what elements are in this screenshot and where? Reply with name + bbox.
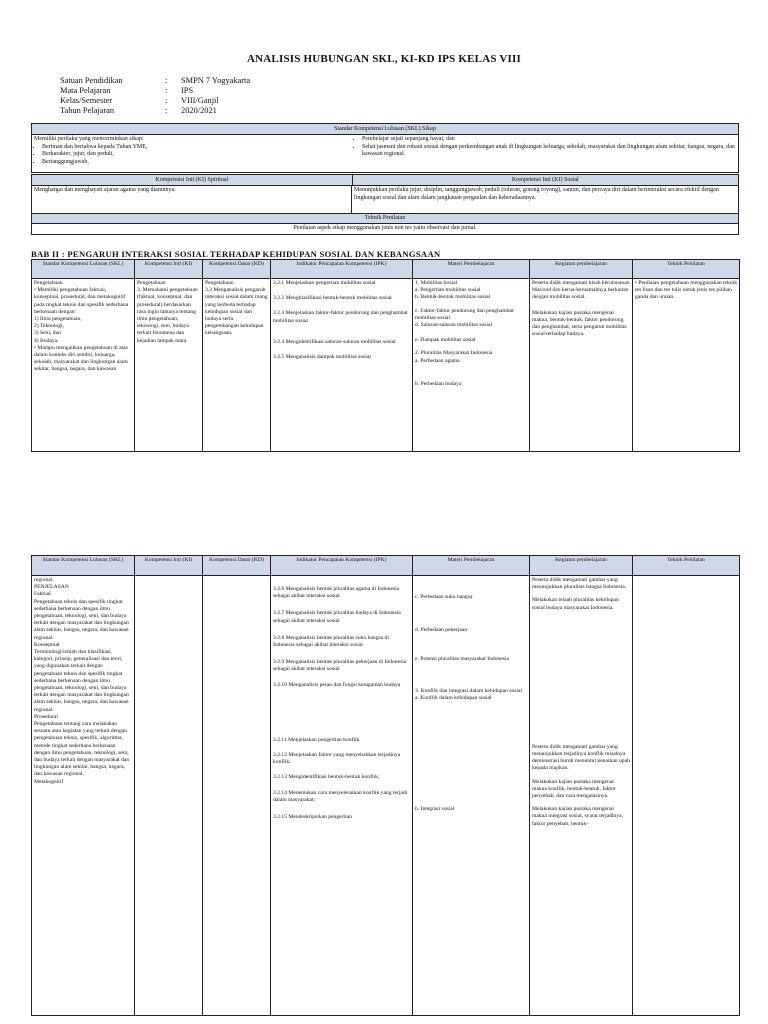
text-line: Terminologi/istilah dan klasifikasi, kategori, prinsip, generalisasi dan teori, yang digunakan terkait dengan pengetahuan teknis dan spesifik tingkat sederhana berkenaan dengan ilmu pengetahuan, teknologi, seni, dan budaya terkait dengan masyarakat dan lingkungan alam sekitar, bangsa, negara, dan kawasan regional. (34, 649, 129, 713)
text-line: regional. (34, 577, 54, 583)
ki-cell (135, 576, 203, 1016)
col-header: Kompetensi Dasar (KD) (203, 260, 271, 279)
kd-cell (203, 576, 271, 1016)
kegiatan-cell (530, 576, 633, 1016)
page-title: ANALISIS HUBUNGAN SKL, KI-KD IPS KELAS VIII (247, 53, 521, 65)
text-line: c. Faktor-faktor pendorong dan penghambat mobilitas sosial (415, 307, 514, 321)
text-line: Peserta didik mengamati gambar yang menunjukkan pluralitas bangsa Indonesia. (532, 577, 627, 591)
text-line: Melakukan kajian pustaka mengenai makna konflik, bentuk-bentuk, faktor penyebab, dan cara mengatasinya. (532, 778, 616, 800)
text-line: 3. Memahami pengetahuan (faktual, konseptual, dan prosedural) berdasarkan rasa ingin tahunya tentang ilmu pengetahuan, teknologi, seni, budaya terkait fenomena dan kejadian tampak mata. (137, 287, 198, 344)
materi-cell (413, 576, 530, 1016)
text-line: c. Perbedaan suku bangsa (415, 594, 473, 600)
col-header: Teknik Penilaian (633, 556, 740, 576)
skl-sikap-right (352, 135, 738, 167)
analysis-table-2 (31, 555, 740, 1016)
ki-box (31, 174, 739, 235)
meta-value: SMPN 7 Yogyakarta (181, 76, 251, 85)
meta-key: Kelas/Semester (60, 96, 113, 105)
text-line: 3.2.8 Menganalisis bentuk pluralitas suku bangsa di Indonesia sebagai akibat interaksi sosial (273, 634, 389, 649)
text-line: Peserta didik mengamati kisah keruhusesan Mas'ood dan kerua-keruamahnya berkaitan dengan mobilitas sosial. (532, 280, 630, 301)
text-line: d. Perbedaan pekerjaan (415, 627, 468, 634)
text-line: Melakukan kajian pustaka mengenai makna, bentuk-bentuk, faktor pendorong dan penghambat, serta pengaruh mobilitas sosial terhadap budaya. (532, 309, 627, 338)
meta-colon: : (165, 86, 168, 95)
col-header: Kompetensi Inti (KI) (135, 556, 203, 576)
text-line: • Mampu mengaitkan pengetahuan di atas dalam konteks diri sendiri, keluarga, sekolah, masyarakat dan lingkungan alam sekitar, bangsa, negara, dan kawasan (34, 344, 128, 373)
text-line: 2) Teknologi, (34, 323, 64, 330)
meta-colon: : (165, 96, 168, 105)
text-line: • Memiliki pengetahuan faktual, konseptual, prosedural, dan metakognitif pada tingkat teknis dan spesifik sederhana berkenaan dengan: (34, 287, 129, 315)
text-line: 2. Pluralitas Masyarakat Indonesia (415, 350, 493, 357)
meta-value: IPS (181, 86, 194, 95)
ipk-cell (271, 279, 413, 452)
col-header: Teknik Penilaian (633, 260, 740, 279)
skl-sikap-intro: Memiliki perilaku yang mencerminkan sikap: (34, 136, 144, 142)
col-header: Kegiatan pembelajaran (530, 556, 633, 576)
text-line: 4) Budaya. (34, 337, 59, 344)
col-header: Kompetensi Inti (KI) (135, 260, 203, 279)
col-header: Standar Kompetensi Lulusan (SKL) (32, 556, 135, 576)
text-line: Faktual (34, 591, 51, 598)
text-line: • Penilaian pengetahuan menggunakan teknik tes lisan dan tes tulis untuk jenis tes pilihan ganda dan uraian. (635, 280, 737, 301)
col-header: Standar Kompetensi Lulusan (SKL) (32, 260, 135, 279)
text-line: 3.2.15 Mendeskripsikan pengertian (273, 814, 352, 821)
skl-sikap-header: Standar Kompetensi Lulusan (SKL) Sikap (32, 124, 738, 135)
col-header: Materi Pembelajaran (413, 556, 530, 576)
skl-sikap-item: • Sehat jasmani dan rohani sesuai dengan perkembangan anak di lingkungan keluarga, sekolah, masyarakat dan lingkungan alam sekitar, bangsa, negara, dan kawasan regional. (362, 144, 736, 159)
skl-sikap-item: • Beriman dan bertakwa kepada Tuhan YME, (42, 144, 350, 152)
ipk-cell (271, 576, 413, 1016)
skl-sikap-item: • Berkarakter, jujur, dan peduli, (42, 151, 350, 159)
text-line: 3.2.1 Menjelaskan pengertian mobilitas sosial (273, 280, 376, 286)
text-line: 3.2.11 Menjelaskan pengertian konflik (273, 736, 360, 743)
text-line: Melakukan kajian pustaka mengenai makna integrasi sosial, syarat terjadinya, faktor penyebab, bentuk- (532, 806, 624, 827)
text-line: a. Pengertian mobilitas sosial (415, 287, 481, 294)
text-line: 3.2.12 Menjelaskan faktor yang menyebabkan terjadinya konflik; (273, 752, 401, 766)
meta-value: 2020/2021 (181, 106, 217, 115)
text-line: Melakukan telaah pluralitas kehidupan sosial budaya masyarakat Indonesia. (532, 597, 619, 611)
teknik-cell (633, 279, 740, 452)
text-line: b. Integrasi sosial (415, 806, 455, 813)
meta-row (60, 106, 250, 116)
teknik-penilaian-text: Penilaian aspek sikap menggunakan jenis non tes yaitu observasi dan jurnal. (293, 225, 477, 231)
skl-sikap-box (31, 123, 739, 173)
ki-spiritual-header: Kompetensi Inti (KI) Spiritual (32, 175, 353, 185)
skl-sikap-left (32, 135, 352, 167)
text-line: 3.2.10 Menganalisis peran dan fungsi keragaman budaya (273, 681, 401, 688)
meta-row (60, 76, 250, 86)
text-line: e. Dampak mobilitas sosial (415, 337, 476, 344)
text-line: 3.2.14 Menemukan cara menyelesaikan konflik yang terjadi dalam masyarakat; (273, 789, 408, 803)
text-line: a. Perbedaan agama (415, 357, 460, 364)
chapter-heading: BAB II : PENGARUH INTERAKSI SOSIAL TERHADAP KEHIDUPAN SOSIAL DAN KEBANGSAAN (31, 249, 441, 259)
text-line: e. Potensi pluralitas masyarakat Indonesia (415, 656, 509, 663)
text-line: 3.2.7 Menganalisis bentuk pluralitas budaya di Indonesia sebagai akibat interaksi sosial (273, 610, 401, 624)
teknik-cell (633, 576, 740, 1016)
identity-block (60, 76, 250, 116)
meta-row (60, 96, 250, 106)
text-line: d. Saluran-saluran mobilitas sosial (415, 322, 493, 329)
ki-sosial-header: Kompetensi Inti (KI) Sosial (353, 175, 738, 185)
text-line: 3.2.9 Menganalisis bentuk pluralitas pekerjaan di Indonesia sebagai akibat interaksi sosial (273, 659, 407, 673)
text-line: 3) Seni, dan (34, 330, 61, 337)
meta-value: VIII/Ganjil (181, 96, 219, 105)
text-line: a. Konflik dalam kehidupan sosial (415, 694, 492, 701)
text-line: 1) Ilmu pengetahuan, (34, 316, 82, 323)
col-header: Kegiatan pembelajaran (530, 260, 633, 279)
text-line: 3. Konflik dan integrasi dalam kehidupan sosial (415, 687, 523, 694)
meta-colon: : (165, 106, 168, 115)
col-header: Materi Pembelajaran (413, 260, 530, 279)
col-header: Kompetensi Dasar (KD) (203, 556, 271, 576)
text-line: PENJELASAN (34, 584, 69, 591)
text-line: Pengetahuan teknis dan spesifik tingkat sederhana berkenaan dengan ilmu pengetahuan, teknologi, seni, dan budaya terkait dengan masyarakat dan lingkungan alam sekitar, bangsa, negara, dan kawasan regional. (34, 598, 129, 641)
text-line: Pengetahuan (34, 280, 63, 286)
teknik-penilaian-header: Teknik Penilaian (32, 214, 738, 224)
text-line: 3.2.4 Mengidentifikasi saluran-saluran mobilitas sosial (273, 338, 396, 345)
ki-spiritual-text: Menghargai dan menghayati ajaran agama yang dianutnya. (32, 186, 352, 213)
text-line: Metakognitif (34, 778, 64, 785)
skl-sikap-item: • Pembelajar sejati sepanjang hayat, dan (362, 136, 736, 144)
meta-colon: : (165, 76, 168, 85)
text-line: 3.2.5 Menganalisis dampak mobilitas sosial (273, 354, 371, 361)
analysis-table-1 (31, 259, 740, 452)
skl-cell (32, 576, 135, 1016)
skl-sikap-item: • Bertanggungjawab, (42, 159, 350, 167)
text-line: Pengetahuan tentang cara melakukan sesuatu atau kegiatan yang terkait dengan pengetahuan teknis, spesifik, algoritma, metode tingkat sederhana berkenaan dengan ilmu pengetahuan, teknologi, seni, dan budaya terkait dengan masyarakat dan lingkungan alam sekitar, bangsa, negara, dan kawasan regional. (34, 721, 130, 778)
meta-key: Satuan Pendidikan (60, 76, 123, 85)
ki-cell (135, 279, 203, 452)
kegiatan-cell (530, 279, 633, 452)
text-line: 3.2 Menganalisis pengaruh interaksi sosial dalam ruang yang berbeda terhadap kehidupan sosial dan budaya serta pengembangan kehidupan kebangsaan. (205, 287, 268, 337)
col-header: Indikator Pencapaian Kompetensi (IPK) (271, 556, 413, 576)
text-line: 3.2.13 Mengidentifikasi bentuk-bentuk konflik; (273, 774, 380, 781)
text-line: b. Bentuk-bentuk mobilitas sosial (415, 294, 491, 301)
text-line: Konseptual (34, 641, 60, 648)
text-line: Peserta didik mengamati gambar yang menunjukkan terjadinya konflik misalnya demonstrasi buruh menuntut kenaikan upah kepada majikan. (532, 743, 630, 772)
meta-row (60, 86, 250, 96)
skl-cell (32, 279, 135, 452)
text-line: Pengetahuan (137, 280, 166, 286)
text-line: 3.2.6 Menganalisis bentuk pluralitas agama di Indonesia sebagai akibat interaksi sosial (273, 586, 400, 600)
text-line: b. Perbedaan budaya (415, 380, 462, 387)
text-line: 3.2.3 Menjelaskan faktor-faktor pendorong dan penghambat mobilitas sosial (273, 310, 408, 324)
meta-key: Tahun Pelajaran (60, 106, 115, 115)
text-line: 3.2.2 Mengklasifikasi bentuk-bentuk mobilitas sosial (273, 295, 392, 302)
meta-key: Mata Pelajaran (60, 86, 111, 95)
ki-sosial-text: Menunjukkan perilaku jujur, disiplin, tanggungjawab, peduli (toleran, gotong royong), santun, dan percaya diri dalam berinteraksi secara efektif dengan lingkungan sosial dan alam dalam jangkauan pergaulan dan keberadaannya. (354, 187, 719, 201)
kd-cell (203, 279, 271, 452)
text-line: 1. Mobilitas Sosial (415, 280, 458, 286)
col-header: Indikator Pencapaian Kompetensi (IPK) (271, 260, 413, 279)
materi-cell (413, 279, 530, 452)
text-line: Pengetahuan (205, 280, 234, 286)
text-line: Prosedural (34, 713, 58, 720)
